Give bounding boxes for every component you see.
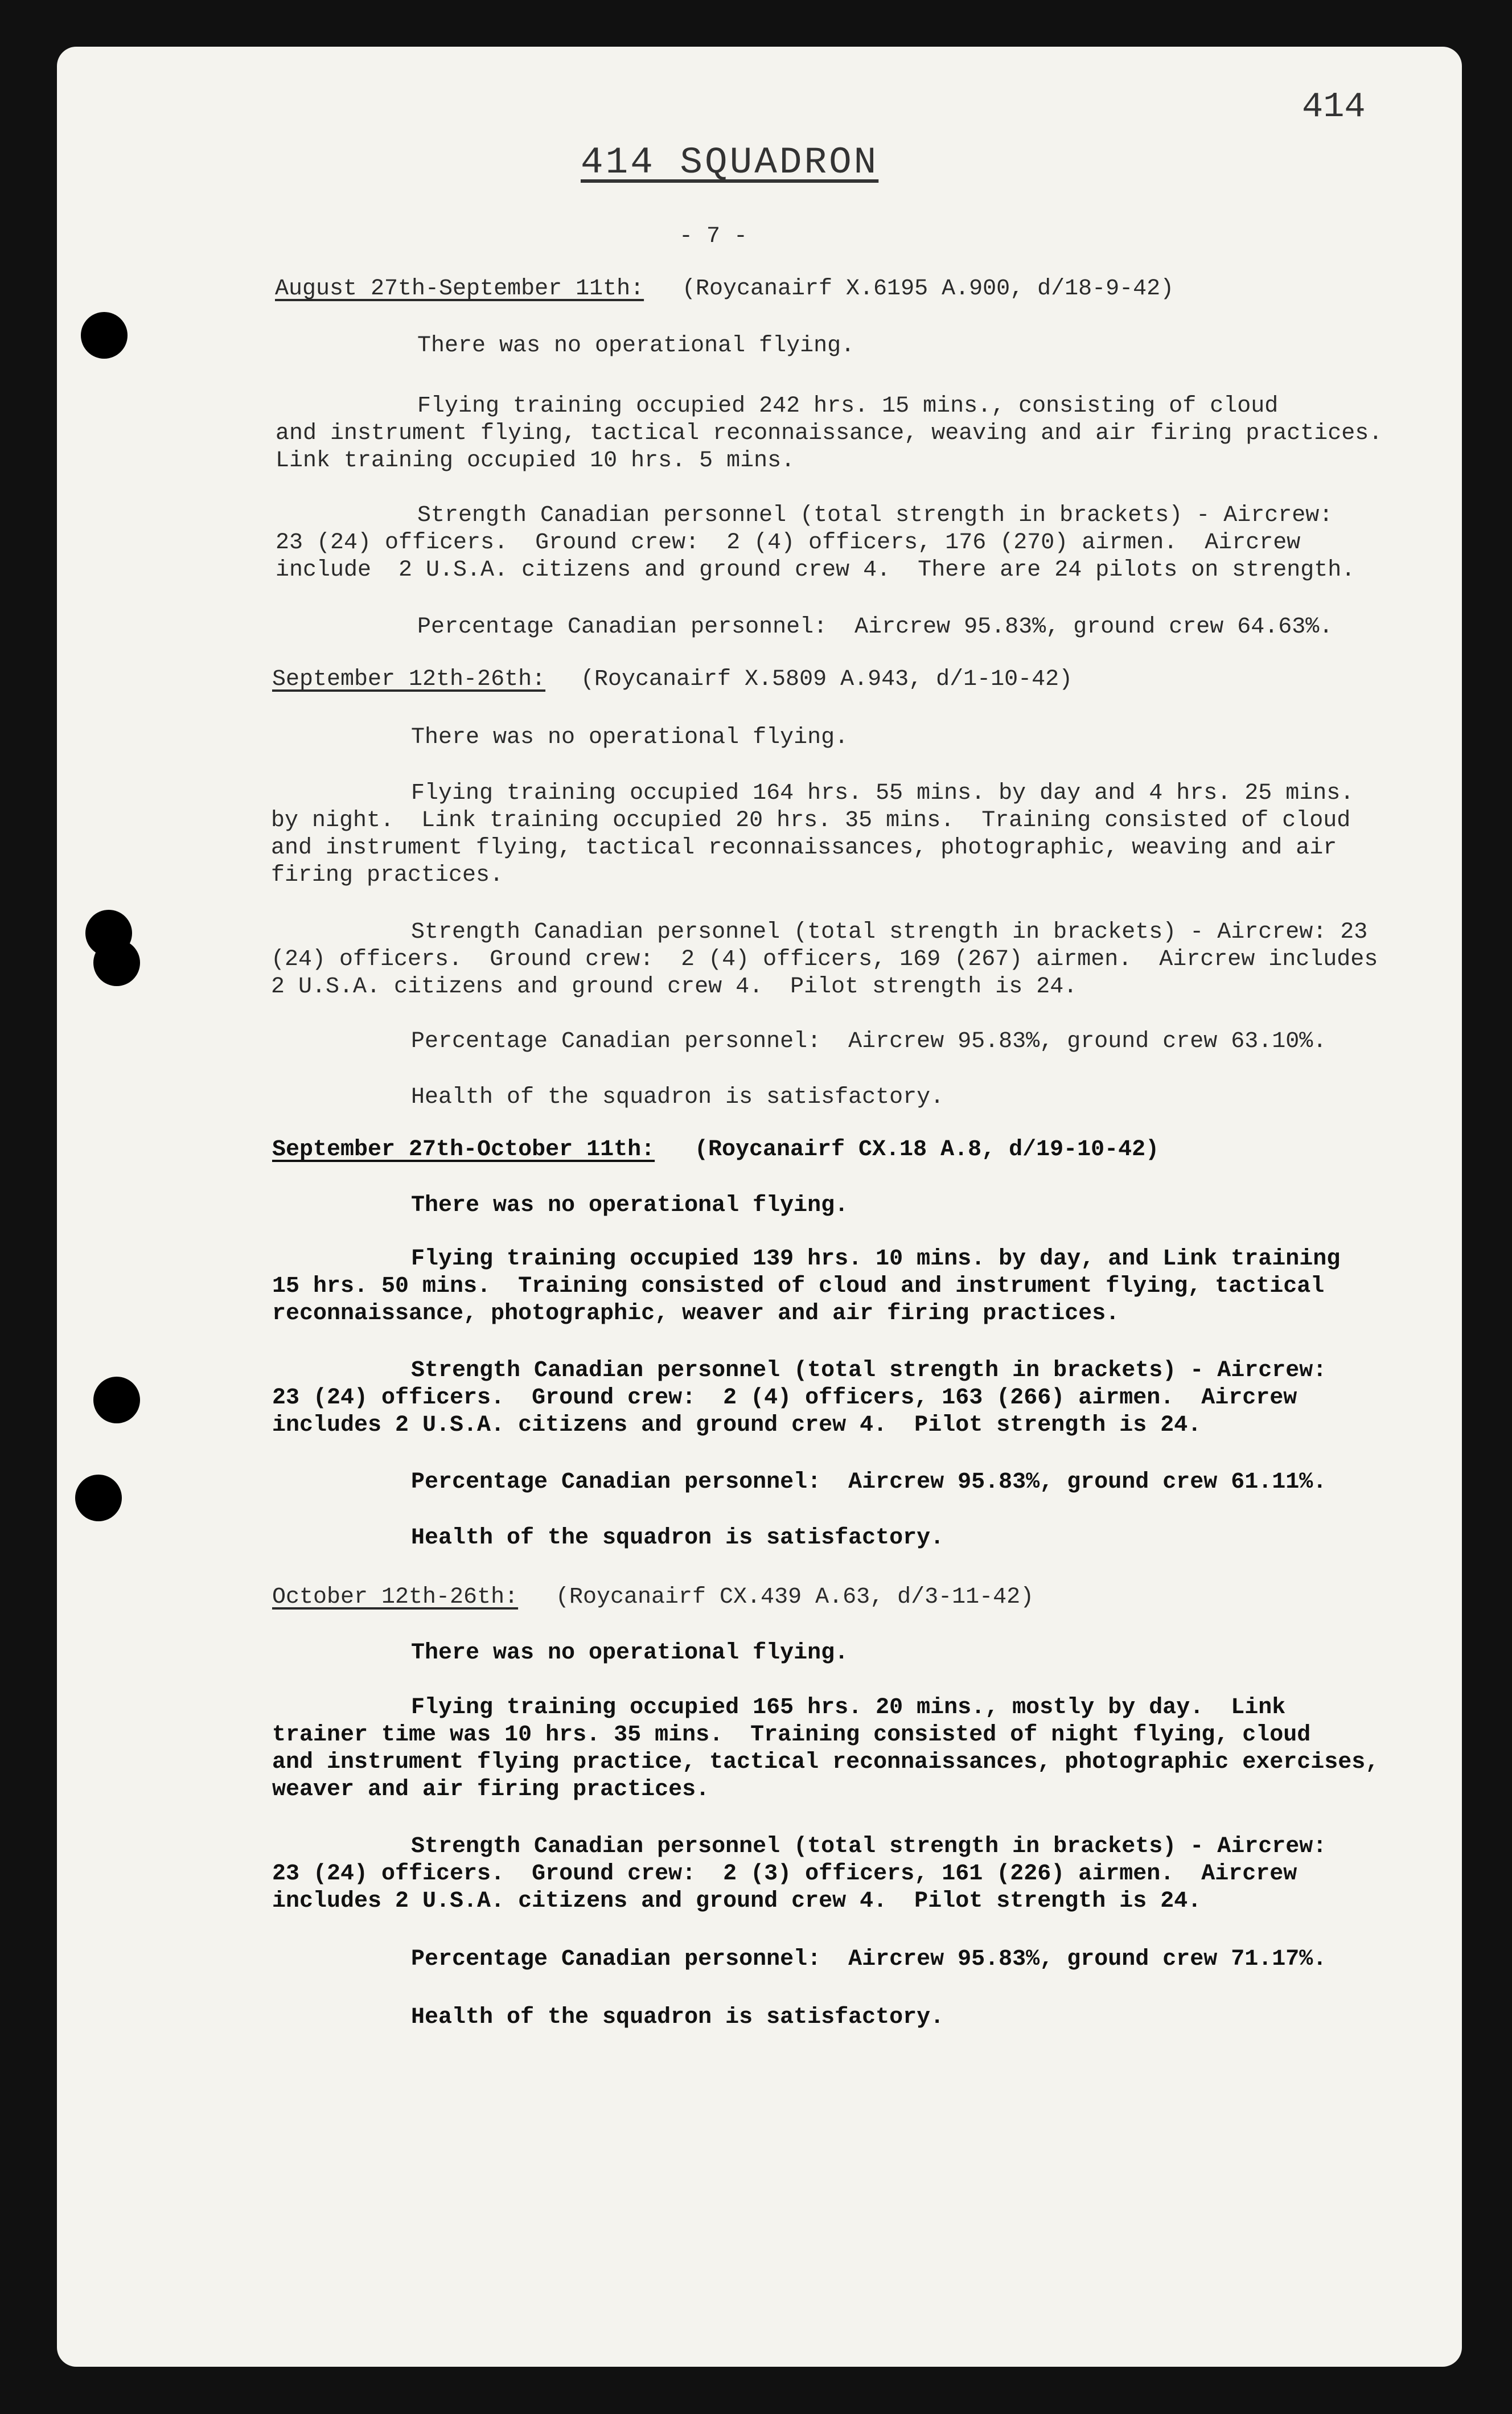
text-line: Percentage Canadian personnel: Aircrew 95.83%, ground crew 61.11%. — [411, 1469, 1327, 1495]
section-reference: (Roycanairf CX.439 A.63, d/3-11-42) — [556, 1584, 1034, 1610]
text-line: There was no operational flying. — [411, 1640, 849, 1666]
binder-hole — [75, 1475, 122, 1521]
text-line: 23 (24) officers. Ground crew: 2 (3) officers, 161 (226) airmen. Aircrew — [272, 1861, 1297, 1887]
text-line: Flying training occupied 139 hrs. 10 mins. by day, and Link training — [411, 1246, 1341, 1272]
text-line: Flying training occupied 242 hrs. 15 mins., consisting of cloud — [417, 393, 1279, 419]
text-line: and instrument flying, tactical reconnaissance, weaving and air firing practices. — [276, 421, 1383, 446]
text-line: Health of the squadron is satisfactory. — [411, 1085, 944, 1110]
section-reference: (Roycanairf X.6195 A.900, d/18-9-42) — [682, 276, 1174, 302]
section-heading: September 12th-26th: — [272, 667, 546, 692]
text-line: and instrument flying practice, tactical reconnaissances, photographic exercises, — [272, 1750, 1379, 1775]
text-line: (24) officers. Ground crew: 2 (4) officers, 169 (267) airmen. Aircrew includes — [271, 947, 1378, 972]
binder-hole — [93, 1377, 140, 1423]
text-line: Flying training occupied 164 hrs. 55 mins. by day and 4 hrs. 25 mins. — [411, 781, 1354, 806]
squadron-title: 414 SQUADRON — [581, 141, 879, 184]
text-line: reconnaissance, photographic, weaver and air firing practices. — [272, 1301, 1120, 1327]
text-line: Health of the squadron is satisfactory. — [411, 2005, 944, 2030]
text-line: Percentage Canadian personnel: Aircrew 95.83%, ground crew 63.10%. — [411, 1029, 1327, 1054]
text-line: Percentage Canadian personnel: Aircrew 95.83%, ground crew 71.17%. — [411, 1947, 1327, 1972]
text-line: 15 hrs. 50 mins. Training consisted of cloud and instrument flying, tactical — [272, 1274, 1325, 1299]
section-heading: August 27th-September 11th: — [275, 276, 644, 302]
binder-hole — [81, 312, 128, 359]
text-line: Link training occupied 10 hrs. 5 mins. — [276, 448, 795, 474]
text-line: There was no operational flying. — [411, 1193, 849, 1218]
text-line: firing practices. — [271, 863, 504, 888]
page-number-center: - 7 - — [679, 224, 748, 249]
text-line: Strength Canadian personnel (total strength in brackets) - Aircrew: — [411, 1834, 1327, 1859]
text-line: 23 (24) officers. Ground crew: 2 (4) officers, 176 (270) airmen. Aircrew — [276, 530, 1301, 556]
text-line: by night. Link training occupied 20 hrs. 35 mins. Training consisted of cloud — [271, 808, 1351, 834]
section-heading: October 12th-26th: — [272, 1584, 519, 1610]
text-line: There was no operational flying. — [411, 725, 849, 750]
text-line: Health of the squadron is satisfactory. — [411, 1525, 944, 1551]
text-line: 2 U.S.A. citizens and ground crew 4. Pilot strength is 24. — [271, 974, 1078, 1000]
text-line: and instrument flying, tactical reconnaissances, photographic, weaving and air — [271, 835, 1337, 861]
section-heading: September 27th-October 11th: — [272, 1137, 655, 1163]
text-line: Strength Canadian personnel (total strength in brackets) - Aircrew: — [417, 503, 1333, 528]
text-line: include 2 U.S.A. citizens and ground crew 4. There are 24 pilots on strength. — [276, 557, 1355, 583]
text-line: includes 2 U.S.A. citizens and ground crew 4. Pilot strength is 24. — [272, 1413, 1202, 1438]
text-line: Flying training occupied 165 hrs. 20 mins., mostly by day. Link — [411, 1695, 1286, 1721]
text-line: Strength Canadian personnel (total strength in brackets) - Aircrew: 23 — [411, 919, 1368, 945]
text-line: includes 2 U.S.A. citizens and ground crew 4. Pilot strength is 24. — [272, 1888, 1202, 1914]
text-line: weaver and air firing practices. — [272, 1777, 710, 1803]
text-line: Strength Canadian personnel (total strength in brackets) - Aircrew: — [411, 1358, 1327, 1383]
page-number-top: 414 — [1302, 87, 1366, 127]
text-line: There was no operational flying. — [417, 333, 855, 359]
binder-hole — [93, 939, 140, 986]
text-line: trainer time was 10 hrs. 35 mins. Training consisted of night flying, cloud — [272, 1722, 1311, 1748]
text-line: 23 (24) officers. Ground crew: 2 (4) officers, 163 (266) airmen. Aircrew — [272, 1385, 1297, 1411]
section-reference: (Roycanairf CX.18 A.8, d/19-10-42) — [695, 1137, 1160, 1163]
section-reference: (Roycanairf X.5809 A.943, d/1-10-42) — [581, 667, 1073, 692]
text-line: Percentage Canadian personnel: Aircrew 95.83%, ground crew 64.63%. — [417, 614, 1333, 640]
